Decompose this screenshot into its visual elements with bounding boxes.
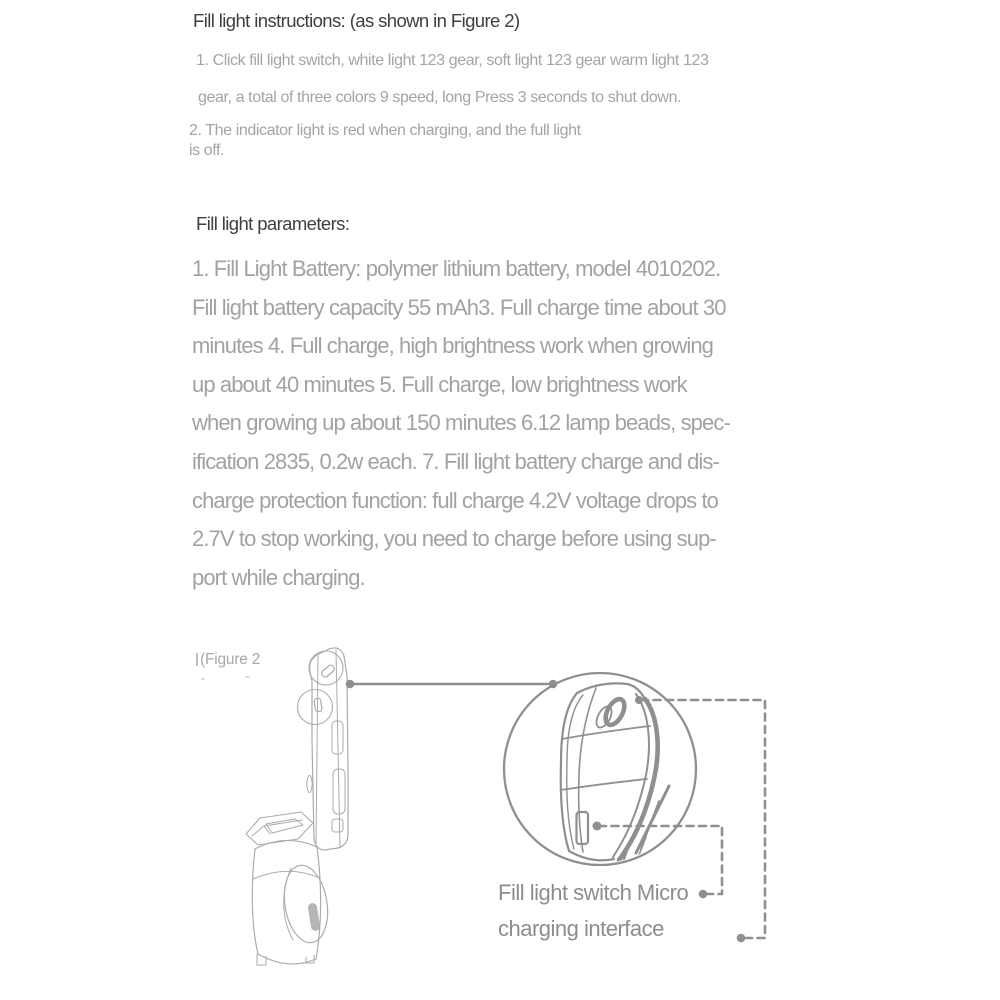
- instructions-item1-line2: gear, a total of three colors 9 speed, long Press 3 seconds to shut down.: [198, 89, 682, 106]
- device-illustration: [246, 648, 348, 965]
- device-handle-button: [307, 902, 320, 931]
- parameters-line: charge protection function: full charge 4.2V voltage drops to: [192, 487, 719, 513]
- parameters-line: port while charging.: [192, 564, 365, 590]
- dashed-callout-switch: [635, 696, 765, 942]
- figure-label-line2: charging interface: [498, 916, 664, 941]
- instructions-item1-line1: 1. Click fill light switch, white light 123 gear, soft light 123 gear warm light 123: [196, 52, 709, 69]
- module-micro-usb-port: [577, 812, 589, 844]
- device-charging-port: [314, 698, 322, 712]
- instructions-item2-line2: is off.: [189, 142, 225, 159]
- device-handle: [252, 840, 333, 965]
- parameters-line: 2.7V to stop working, you need to charge before using sup-: [192, 526, 716, 552]
- instructions-item2-line1: 2. The indicator light is red when charging, and the full light: [189, 122, 581, 139]
- device-side-pod: [279, 862, 333, 946]
- module-fill-light-switch: [602, 696, 628, 728]
- device-fill-light-switch: [320, 664, 335, 678]
- parameters-heading: Fill light parameters:: [196, 213, 350, 234]
- figure-caption: (Figure 2: [200, 651, 261, 668]
- parameters-line: up about 40 minutes 5. Full charge, low brightness work: [192, 371, 687, 397]
- figure-label-line1: Fill light switch Micro: [498, 880, 689, 905]
- parameters-line: minutes 4. Full charge, high brightness work when growing: [192, 333, 713, 359]
- parameters-line: ification 2835, 0.2w each. 7. Fill light battery charge and dis-: [192, 448, 719, 474]
- device-phone-clamp: [246, 812, 313, 845]
- instructions-heading: Fill light instructions: (as shown in Figure 2): [193, 10, 520, 31]
- parameters-line: Fill light battery capacity 55 mAh3. Full charge time about 30: [192, 294, 726, 320]
- magnifier-circle: [504, 673, 696, 865]
- parameters-line: when growing up about 150 minutes 6.12 lamp beads, spec-: [192, 410, 730, 436]
- magnifier-callout-line: [346, 680, 558, 689]
- magnified-module: [561, 683, 669, 862]
- parameters-line: 1. Fill Light Battery: polymer lithium battery, model 4010202.: [192, 256, 721, 281]
